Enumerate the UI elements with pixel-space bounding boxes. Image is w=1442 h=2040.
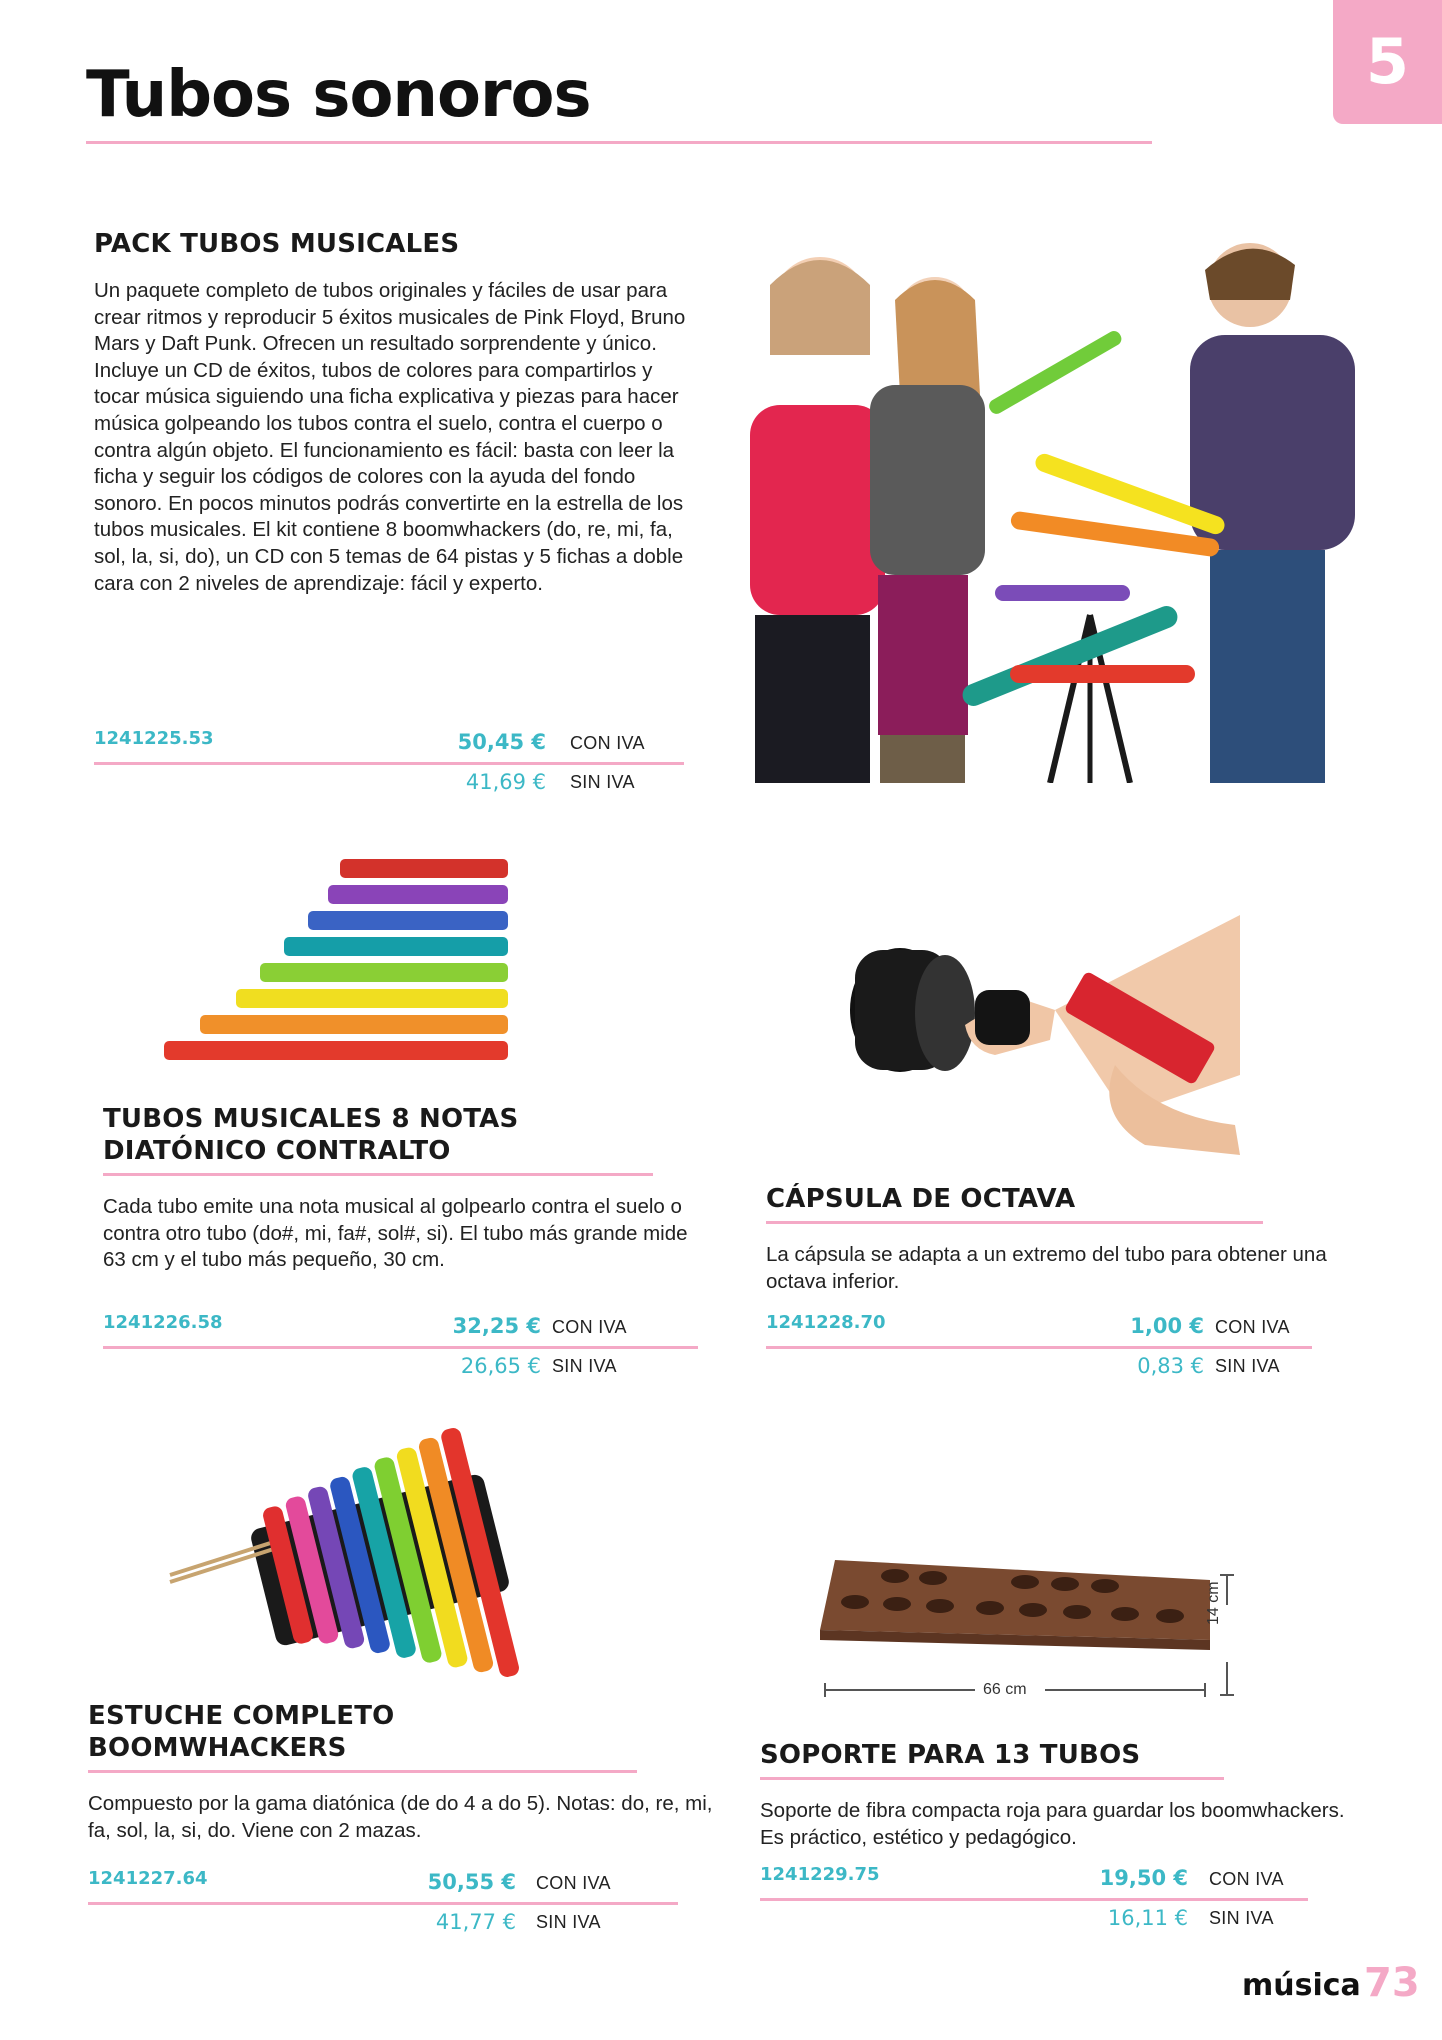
- price-block-estuche-boomwhackers: [88, 1868, 678, 1958]
- price-block-soporte-13-tubos: [760, 1864, 1308, 1954]
- kids-playing-photo: [710, 215, 1410, 783]
- product-title: ESTUCHE COMPLETO BOOMWHACKERS: [88, 1701, 395, 1763]
- tubes-8-notes-photo: [160, 855, 520, 1065]
- sku: 1241225.53: [94, 728, 214, 749]
- price-con-iva: 19,50 €: [1099, 1866, 1188, 1890]
- product-rule: [88, 1770, 637, 1773]
- label-sin-iva: SIN IVA: [1209, 1908, 1274, 1928]
- price-con-iva: 32,25 €: [452, 1314, 541, 1338]
- stand-13-tubes-photo: [815, 1550, 1255, 1705]
- price-block-capsula-octava: [766, 1312, 1312, 1402]
- price-con-iva: 50,45 €: [457, 730, 546, 754]
- price-sin-iva: 26,65 €: [460, 1354, 541, 1378]
- page-title: Tubos sonoros: [86, 58, 591, 132]
- sku: 1241227.64: [88, 1868, 208, 1889]
- label-sin-iva: SIN IVA: [1215, 1356, 1280, 1376]
- label-sin-iva: SIN IVA: [536, 1912, 601, 1932]
- footer-section: música: [1242, 1968, 1361, 2003]
- price-sin-iva: 0,83 €: [1137, 1354, 1204, 1378]
- label-con-iva: CON IVA: [536, 1873, 611, 1893]
- product-tubos-8-notas: [103, 1103, 688, 1274]
- label-con-iva: CON IVA: [570, 733, 645, 753]
- product-soporte-13-tubos: [760, 1739, 1345, 1851]
- product-title: PACK TUBOS MUSICALES: [94, 229, 460, 259]
- stand-width-label: 66 cm: [983, 1681, 1027, 1698]
- price-con-iva: 50,55 €: [427, 1870, 516, 1894]
- price-rule: [760, 1898, 1308, 1901]
- product-title: CÁPSULA DE OCTAVA: [766, 1184, 1076, 1214]
- page-number: 73: [1364, 1960, 1420, 2006]
- price-rule: [766, 1346, 1312, 1349]
- product-description: Cada tubo emite una nota musical al golpearlo contra el suelo o contra otro tubo (do#, mi, fa#, sol#, si). El tubo más grande mide 63 cm y el tubo más pequeño, 30 cm.: [103, 1195, 688, 1272]
- label-sin-iva: SIN IVA: [552, 1356, 617, 1376]
- boomwhackers-case-photo: [150, 1350, 620, 1710]
- product-estuche-boomwhackers: [88, 1700, 713, 1844]
- price-sin-iva: 16,11 €: [1107, 1906, 1188, 1930]
- product-description: Compuesto por la gama diatónica (de do 4 a do 5). Notas: do, re, mi, fa, sol, la, si, do. Viene con 2 mazas.: [88, 1792, 713, 1842]
- product-capsula-octava: [766, 1183, 1327, 1295]
- label-sin-iva: SIN IVA: [570, 772, 635, 792]
- label-con-iva: CON IVA: [552, 1317, 627, 1337]
- product-rule: [103, 1173, 653, 1176]
- title-rule: [86, 141, 1152, 144]
- product-description: La cápsula se adapta a un extremo del tubo para obtener una octava inferior.: [766, 1243, 1327, 1293]
- price-rule: [94, 762, 684, 765]
- product-title: TUBOS MUSICALES 8 NOTAS DIATÓNICO CONTRALTO: [103, 1104, 519, 1166]
- price-con-iva: 1,00 €: [1130, 1314, 1204, 1338]
- product-rule: [766, 1221, 1263, 1224]
- sku: 1241228.70: [766, 1312, 886, 1333]
- chapter-tab: 5: [1333, 0, 1442, 124]
- product-description: Un paquete completo de tubos originales y fáciles de usar para crear ritmos y reproducir 5 éxitos musicales de Pink Floyd, Bruno Mars y Daft Punk. Ofrecen un resultado sorprendente y único. Incluye un CD de éxitos, tubos de colores para compartirlos y tocar música siguiendo una ficha explicativa y piezas para hacer música golpeando los tubos contra el suelo, contra el cuerpo o contra algún objeto. El funcionamiento es fácil: basta con leer la ficha y seguir los códigos de colores con la ayuda del fondo sonoro. En pocos minutos podrás convertirte en la estrella de los tubos musicales. El kit contiene 8 boomwhackers (do, re, mi, fa, sol, la, si, do), un CD con 5 temas de 64 pistas y 5 fichas a doble cara con 2 niveles de aprendizaje: fácil y experto.: [94, 279, 686, 595]
- price-sin-iva: 41,69 €: [465, 770, 546, 794]
- price-sin-iva: 41,77 €: [435, 1910, 516, 1934]
- price-rule: [88, 1902, 678, 1905]
- product-pack-tubos: [94, 228, 694, 597]
- label-con-iva: CON IVA: [1209, 1869, 1284, 1889]
- sku: 1241226.58: [103, 1312, 223, 1333]
- label-con-iva: CON IVA: [1215, 1317, 1290, 1337]
- octave-cap-photo: [795, 915, 1245, 1155]
- stand-height-label: 14 cm: [1205, 1581, 1222, 1625]
- product-rule: [760, 1777, 1224, 1780]
- product-title: SOPORTE PARA 13 TUBOS: [760, 1740, 1141, 1770]
- product-description: Soporte de fibra compacta roja para guardar los boomwhackers. Es práctico, estético y pedagógico.: [760, 1799, 1345, 1849]
- sku: 1241229.75: [760, 1864, 880, 1885]
- price-block-pack-tubos: [94, 728, 684, 818]
- price-rule: [103, 1346, 698, 1349]
